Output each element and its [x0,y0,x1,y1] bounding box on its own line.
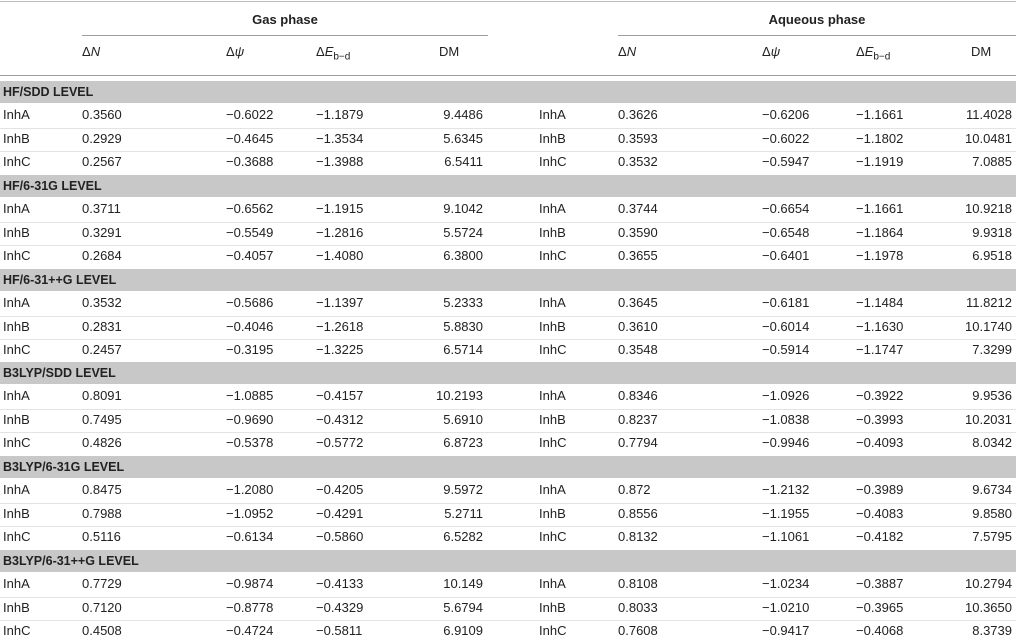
section-band [0,456,1016,478]
aq-value-cell: 0.3548 [618,342,658,357]
gas-value-cell: 6.8723 [443,435,483,450]
gas-value-cell: 0.3291 [82,224,122,240]
gas-value-cell: −1.4080 [316,248,364,263]
gas-value-cell: −1.2816 [316,224,364,240]
aq-value-cell: 0.8108 [618,576,658,591]
section-band [0,362,1016,384]
gas-value-cell: −0.5686 [226,295,274,310]
aq-value-cell: 9.8580 [972,505,1012,521]
aq-value-cell: 0.3744 [618,201,658,216]
gas-value-cell: 5.5724 [443,224,483,240]
gas-value-cell: 10.2193 [436,388,483,403]
aq-value-cell: 9.9318 [972,224,1012,240]
aqueous-phase-heading: Aqueous phase [768,12,866,27]
gas-value-cell: 5.2333 [443,295,483,310]
aq-value-cell: 0.3590 [618,224,658,240]
aq-value-cell: 11.8212 [965,295,1012,310]
aq-col-delta-n: ΔN [618,44,637,59]
gas-col-delta-e: $\Delta E_{b-d}$ [316,44,351,63]
aqueous-phase-rule [618,35,1016,36]
gas-value-cell: 6.5411 [444,154,483,169]
gas-value-cell: −0.6134 [226,529,274,544]
gas-value-cell: 0.8091 [82,388,122,403]
aq-value-cell: 6.9518 [972,248,1012,263]
aq-value-cell: 10.9218 [965,201,1012,216]
aq-row-label: InhA [539,482,566,497]
aq-value-cell: 11.4028 [965,107,1012,122]
aq-row-label: InhC [539,342,567,357]
gas-value-cell: −0.4046 [226,318,274,334]
aq-value-cell: −1.1661 [856,107,904,122]
gas-value-cell: 0.7495 [82,411,122,427]
gas-value-cell: 5.8830 [443,318,483,334]
gas-value-cell: −0.3688 [226,154,274,169]
aq-value-cell: −0.4083 [856,505,904,521]
gas-value-cell: 6.5714 [443,342,483,357]
aq-value-cell: −1.1802 [856,130,904,146]
aq-value-cell: 8.0342 [972,435,1012,450]
gas-phase-rule [82,35,488,36]
aq-value-cell: −0.4068 [856,623,904,638]
gas-value-cell: 0.3560 [82,107,122,122]
aq-value-cell: 10.2794 [965,576,1012,591]
aq-value-cell: −0.6206 [762,107,810,122]
aq-value-cell: −0.9417 [762,623,810,638]
aq-value-cell: −0.5947 [762,154,810,169]
aq-value-cell: 10.2031 [965,411,1012,427]
gas-value-cell: 0.2684 [82,248,122,263]
aq-value-cell: 9.9536 [972,388,1012,403]
aq-row-label: InhB [539,224,566,240]
gas-row-label: InhB [3,318,30,334]
gas-value-cell: −0.5378 [226,435,274,450]
gas-value-cell: −0.5811 [316,623,363,638]
gas-value-cell: −0.5549 [226,224,274,240]
gas-value-cell: −0.4724 [226,623,274,638]
gas-value-cell: 0.2831 [82,318,122,334]
gas-value-cell: 6.9109 [443,623,483,638]
aq-value-cell: −1.1955 [762,505,810,521]
gas-row-label: InhA [3,107,30,122]
gas-row-label: InhB [3,505,30,521]
section-band [0,81,1016,103]
section-title: B3LYP/SDD LEVEL [3,366,116,380]
gas-value-cell: −0.4329 [316,599,364,615]
section-band [0,269,1016,291]
gas-value-cell: −0.9874 [226,576,274,591]
gas-value-cell: 9.4486 [443,107,483,122]
gas-row-label: InhC [3,529,31,544]
section-title: HF/6-31++G LEVEL [3,273,117,287]
gas-value-cell: 5.2711 [444,505,483,521]
aq-value-cell: 0.3593 [618,130,658,146]
gas-value-cell: 0.4826 [82,435,122,450]
aq-value-cell: 9.6734 [972,482,1012,497]
aq-row-label: InhA [539,576,566,591]
gas-value-cell: −1.0952 [226,505,274,521]
gas-row-label: InhB [3,411,30,427]
aq-row-label: InhA [539,295,566,310]
aq-value-cell: −0.6548 [762,224,810,240]
gas-value-cell: 0.2929 [82,130,122,146]
gas-value-cell: −1.2618 [316,318,364,334]
aq-value-cell: 0.8556 [618,505,658,521]
aq-value-cell: −1.0210 [762,599,810,615]
gas-value-cell: 0.4508 [82,623,122,638]
gas-value-cell: 9.5972 [443,482,483,497]
gas-value-cell: 0.7729 [82,576,122,591]
aq-value-cell: 10.0481 [965,130,1012,146]
gas-value-cell: −0.4291 [316,505,364,521]
gas-value-cell: 5.6794 [443,599,483,615]
aq-value-cell: 0.8237 [618,411,658,427]
aq-value-cell: −0.3993 [856,411,904,427]
gas-value-cell: −0.4312 [316,411,364,427]
aq-value-cell: −0.3922 [856,388,904,403]
gas-value-cell: 0.2567 [82,154,122,169]
aq-row-label: InhB [539,130,566,146]
aq-value-cell: −0.9946 [762,435,810,450]
gas-col-dm: DM [439,44,460,59]
gas-row-label: InhA [3,388,30,403]
gas-value-cell: −0.3195 [226,342,274,357]
top-rule [0,1,1016,2]
section-title: B3LYP/6-31G LEVEL [3,460,125,474]
aq-value-cell: −1.1747 [856,342,904,357]
aq-value-cell: −0.3989 [856,482,904,497]
section-band [0,175,1016,197]
aq-value-cell: 7.0885 [972,154,1012,169]
aq-value-cell: 0.7794 [618,435,658,450]
aq-row-label: InhB [539,318,566,334]
gas-value-cell: 0.5116 [82,529,121,544]
aq-value-cell: −1.1919 [856,154,904,169]
aq-row-label: InhC [539,623,567,638]
gas-row-label: InhA [3,576,30,591]
aq-value-cell: −1.0838 [762,411,810,427]
gas-row-label: InhA [3,201,30,216]
gas-value-cell: −1.1397 [316,295,364,310]
section-title: HF/SDD LEVEL [3,85,94,99]
gas-row-label: InhA [3,482,30,497]
aq-col-delta-e: $\Delta E_{b-d}$ [856,44,891,63]
gas-value-cell: −0.4205 [316,482,364,497]
gas-value-cell: −0.8778 [226,599,274,615]
aq-row-label: InhA [539,201,566,216]
gas-col-delta-n: ΔN [82,44,101,59]
aq-value-cell: −1.2132 [762,482,810,497]
section-title: B3LYP/6-31++G LEVEL [3,554,139,568]
aq-value-cell: −0.6654 [762,201,810,216]
aq-value-cell: −0.4182 [856,529,904,544]
gas-row-label: InhC [3,342,31,357]
aq-value-cell: −1.1630 [856,318,904,334]
gas-value-cell: −1.3225 [316,342,364,357]
aq-value-cell: 8.3739 [972,623,1012,638]
aq-row-label: InhB [539,505,566,521]
section-title: HF/6-31G LEVEL [3,179,102,193]
gas-value-cell: 5.6910 [443,411,483,427]
gas-row-label: InhC [3,435,31,450]
aq-value-cell: 10.3650 [965,599,1012,615]
aq-value-cell: 0.7608 [618,623,658,638]
aq-row-label: InhC [539,435,567,450]
aq-col-delta-psi: Δψ [762,44,781,59]
gas-row-label: InhC [3,248,31,263]
aq-value-cell: 0.8132 [618,529,658,544]
aq-value-cell: −0.6022 [762,130,810,146]
aq-value-cell: 7.3299 [972,342,1012,357]
aq-row-label: InhC [539,529,567,544]
aq-value-cell: 0.3610 [618,318,658,334]
gas-value-cell: −0.4157 [316,388,364,403]
gas-value-cell: −1.3534 [316,130,364,146]
aq-value-cell: 0.3626 [618,107,658,122]
gas-value-cell: −0.4645 [226,130,274,146]
header-rule [0,75,1016,76]
gas-value-cell: 6.5282 [443,529,483,544]
aq-value-cell: 0.8033 [618,599,658,615]
gas-row-label: InhC [3,623,31,638]
aq-value-cell: 0.872 [618,482,651,497]
gas-value-cell: 9.1042 [443,201,483,216]
aq-value-cell: −1.1661 [856,201,904,216]
gas-row-label: InhB [3,224,30,240]
gas-value-cell: 5.6345 [443,130,483,146]
gas-value-cell: −0.5860 [316,529,364,544]
gas-value-cell: −1.0885 [226,388,274,403]
gas-value-cell: −0.6022 [226,107,274,122]
section-band [0,550,1016,572]
gas-value-cell: 0.2457 [82,342,122,357]
aq-row-label: InhB [539,411,566,427]
aq-value-cell: 10.1740 [965,318,1012,334]
gas-col-delta-psi: Δψ [226,44,245,59]
aq-row-label: InhC [539,248,567,263]
gas-value-cell: −1.2080 [226,482,274,497]
aq-value-cell: −1.1864 [856,224,904,240]
aq-value-cell: −1.1978 [856,248,904,263]
gas-value-cell: −0.9690 [226,411,274,427]
gas-value-cell: −1.1915 [316,201,364,216]
aq-value-cell: −1.0234 [762,576,810,591]
gas-value-cell: −0.6562 [226,201,274,216]
aq-value-cell: −1.1061 [762,529,810,544]
gas-row-label: InhB [3,130,30,146]
gas-value-cell: 0.8475 [82,482,122,497]
aq-value-cell: −0.6401 [762,248,810,263]
aq-value-cell: 0.3645 [618,295,658,310]
aq-col-dm: DM [971,44,992,59]
aq-row-label: InhA [539,388,566,403]
aq-row-label: InhC [539,154,567,169]
gas-value-cell: −0.4057 [226,248,274,263]
aq-value-cell: −1.1484 [856,295,904,310]
gas-value-cell: 10.149 [443,576,483,591]
gas-value-cell: 0.3532 [82,295,122,310]
gas-row-label: InhC [3,154,31,169]
gas-value-cell: −1.3988 [316,154,364,169]
gas-phase-heading: Gas phase [252,12,318,27]
gas-value-cell: −0.4133 [316,576,364,591]
aq-value-cell: −0.6014 [762,318,810,334]
aq-value-cell: 0.3655 [618,248,658,263]
gas-value-cell: 0.7120 [82,599,122,615]
aq-value-cell: −1.0926 [762,388,810,403]
aq-value-cell: −0.3965 [856,599,904,615]
aq-row-label: InhB [539,599,566,615]
aq-value-cell: −0.5914 [762,342,810,357]
aq-value-cell: −0.3887 [856,576,904,591]
gas-row-label: InhA [3,295,30,310]
aq-value-cell: 0.3532 [618,154,658,169]
aq-value-cell: −0.4093 [856,435,904,450]
aq-row-label: InhA [539,107,566,122]
gas-value-cell: 0.7988 [82,505,122,521]
gas-value-cell: 6.3800 [443,248,483,263]
gas-value-cell: −1.1879 [316,107,364,122]
aq-value-cell: 7.5795 [972,529,1012,544]
gas-value-cell: 0.3711 [82,201,121,216]
aq-value-cell: −0.6181 [762,295,810,310]
gas-row-label: InhB [3,599,30,615]
aq-value-cell: 0.8346 [618,388,658,403]
gas-value-cell: −0.5772 [316,435,364,450]
